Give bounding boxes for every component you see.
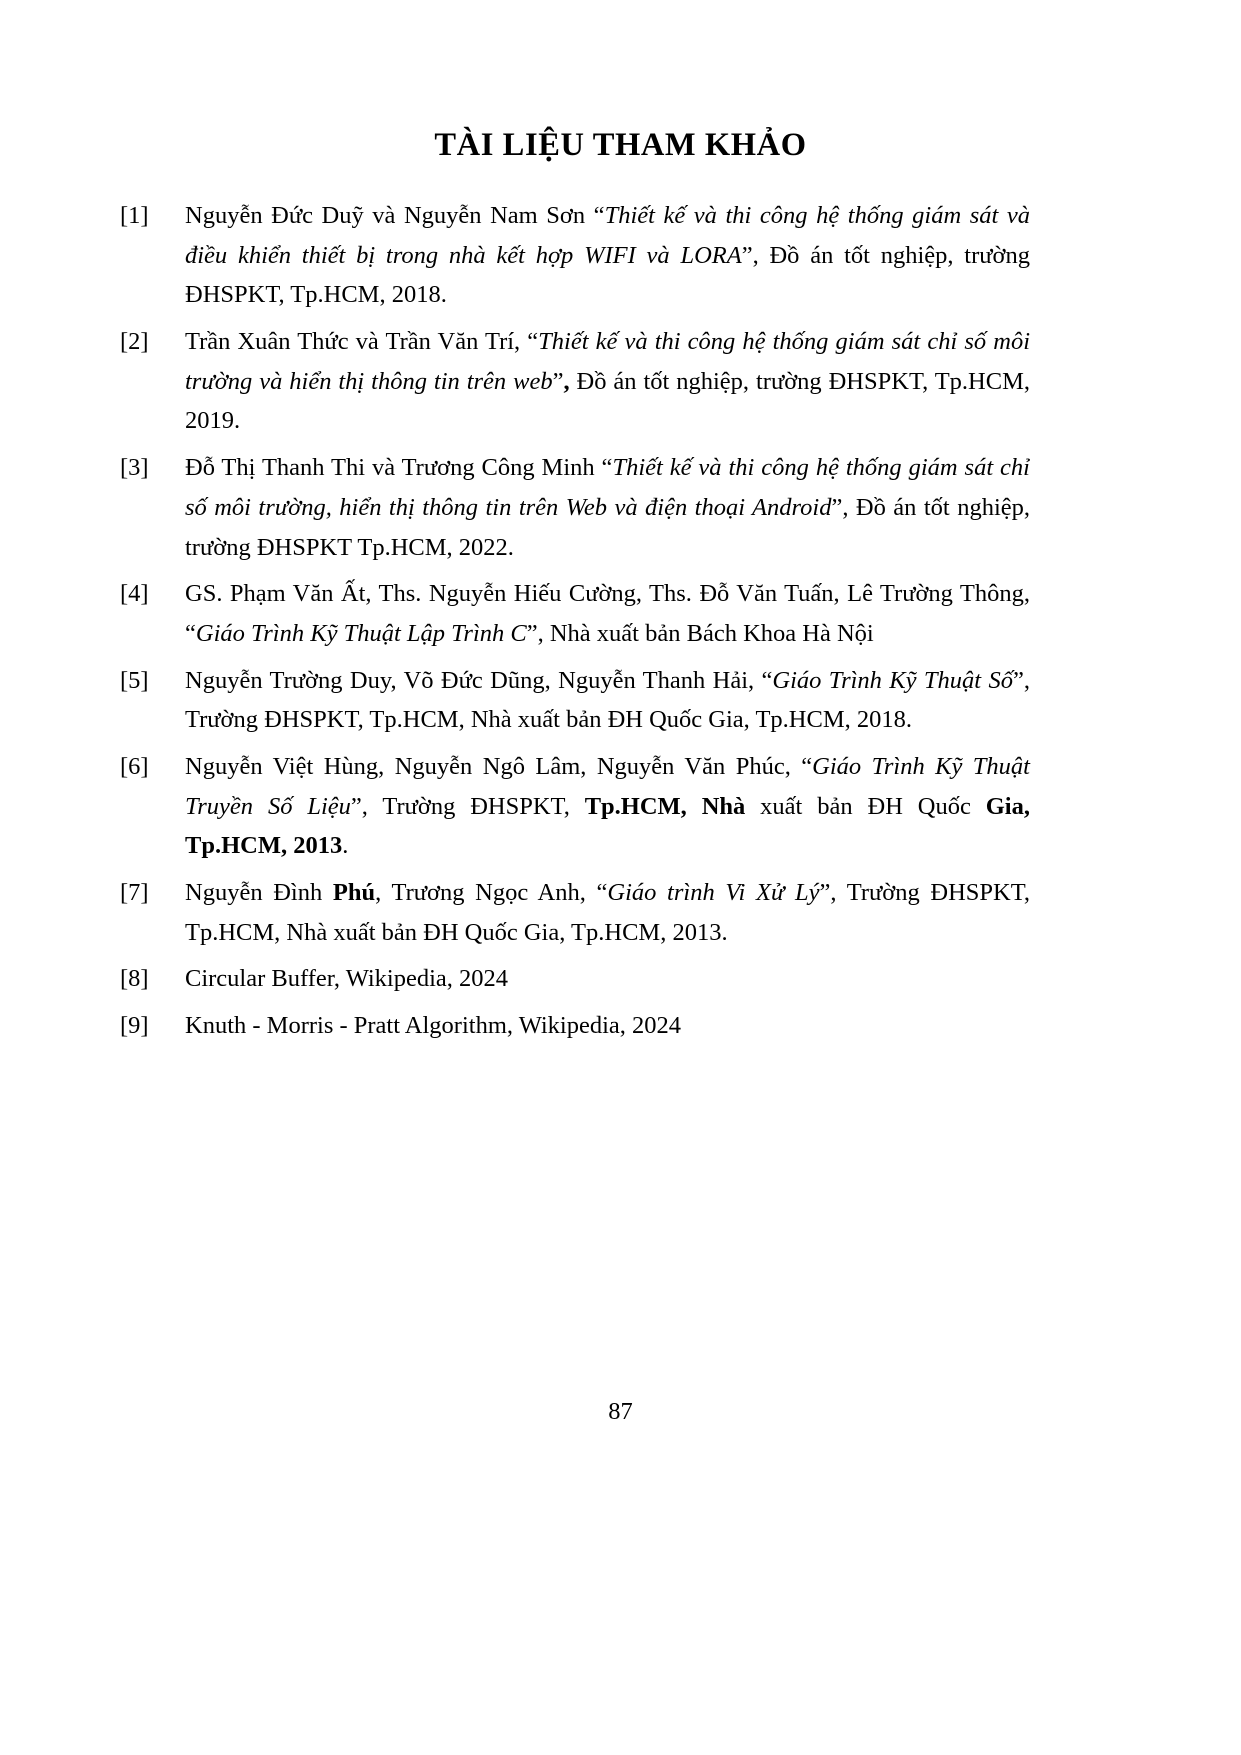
reference-text: Đỗ Thị Thanh Thi và Trương Công Minh “Thiết kế và thi công hệ thống giám sát chỉ số môi trường, hiển thị thông tin trên Web và điện thoại Android”, Đồ án tốt nghiệp, trường ĐHSPKT Tp.HCM, 2022. <box>185 454 1030 561</box>
reference-item <box>120 196 1030 315</box>
reference-text: Nguyễn Việt Hùng, Nguyễn Ngô Lâm, Nguyễn Văn Phúc, “Giáo Trình Kỹ Thuật Truyền Số Liệu”, Trường ĐHSPKT, Tp.HCM, Nhà xuất bản ĐH Quốc Gia, Tp.HCM, 2013. <box>185 752 1030 860</box>
reference-item <box>120 322 1030 441</box>
reference-marker: [1] <box>120 202 149 229</box>
reference-item <box>120 873 1030 952</box>
reference-item <box>120 574 1030 653</box>
page-number: 87 <box>608 1398 633 1425</box>
reference-marker: [7] <box>120 879 149 906</box>
reference-marker: [6] <box>120 752 149 780</box>
reference-text: GS. Phạm Văn Ất, Ths. Nguyễn Hiếu Cường, Ths. Đỗ Văn Tuấn, Lê Trường Thông, “Giáo Trình Kỹ Thuật Lập Trình C”, Nhà xuất bản Bách Khoa Hà Nội <box>185 580 1030 647</box>
page-title: TÀI LIỆU THAM KHẢO <box>434 127 807 163</box>
reference-text: Circular Buffer, Wikipedia, 2024 <box>185 965 509 993</box>
reference-text: Nguyễn Đình Phú, Trương Ngọc Anh, “Giáo trình Vi Xử Lý”, Trường ĐHSPKT, Tp.HCM, Nhà xuất bản ĐH Quốc Gia, Tp.HCM, 2013. <box>185 879 1030 946</box>
reference-marker: [3] <box>120 454 149 482</box>
reference-text: Knuth - Morris - Pratt Algorithm, Wikipedia, 2024 <box>185 1012 682 1040</box>
reference-text: Nguyễn Đức Duỹ và Nguyễn Nam Sơn “Thiết kế và thi công hệ thống giám sát và điều khiển thiết bị trong nhà kết hợp WIFI và LORA”, Đồ án tốt nghiệp, trường ĐHSPKT, Tp.HCM, 2018. <box>185 202 1031 309</box>
reference-item <box>120 747 1030 866</box>
reference-item <box>120 1006 1030 1046</box>
reference-marker: [9] <box>120 1012 149 1040</box>
reference-item <box>120 661 1030 740</box>
reference-marker: [5] <box>120 666 149 694</box>
reference-list <box>120 196 1030 1053</box>
reference-marker: [2] <box>120 328 149 356</box>
reference-text: Nguyễn Trường Duy, Võ Đức Dũng, Nguyễn Thanh Hải, “Giáo Trình Kỹ Thuật Số”, Trường ĐHSPKT, Tp.HCM, Nhà xuất bản ĐH Quốc Gia, Tp.HCM, 2018. <box>185 666 1030 734</box>
reference-marker: [4] <box>120 580 149 608</box>
reference-text: Trần Xuân Thức và Trần Văn Trí, “Thiết kế và thi công hệ thống giám sát chỉ số môi trường và hiển thị thông tin trên web”, Đồ án tốt nghiệp, trường ĐHSPKT, Tp.HCM, 2019. <box>185 328 1031 435</box>
reference-item <box>120 448 1030 567</box>
reference-item <box>120 959 1030 999</box>
reference-marker: [8] <box>120 965 149 993</box>
